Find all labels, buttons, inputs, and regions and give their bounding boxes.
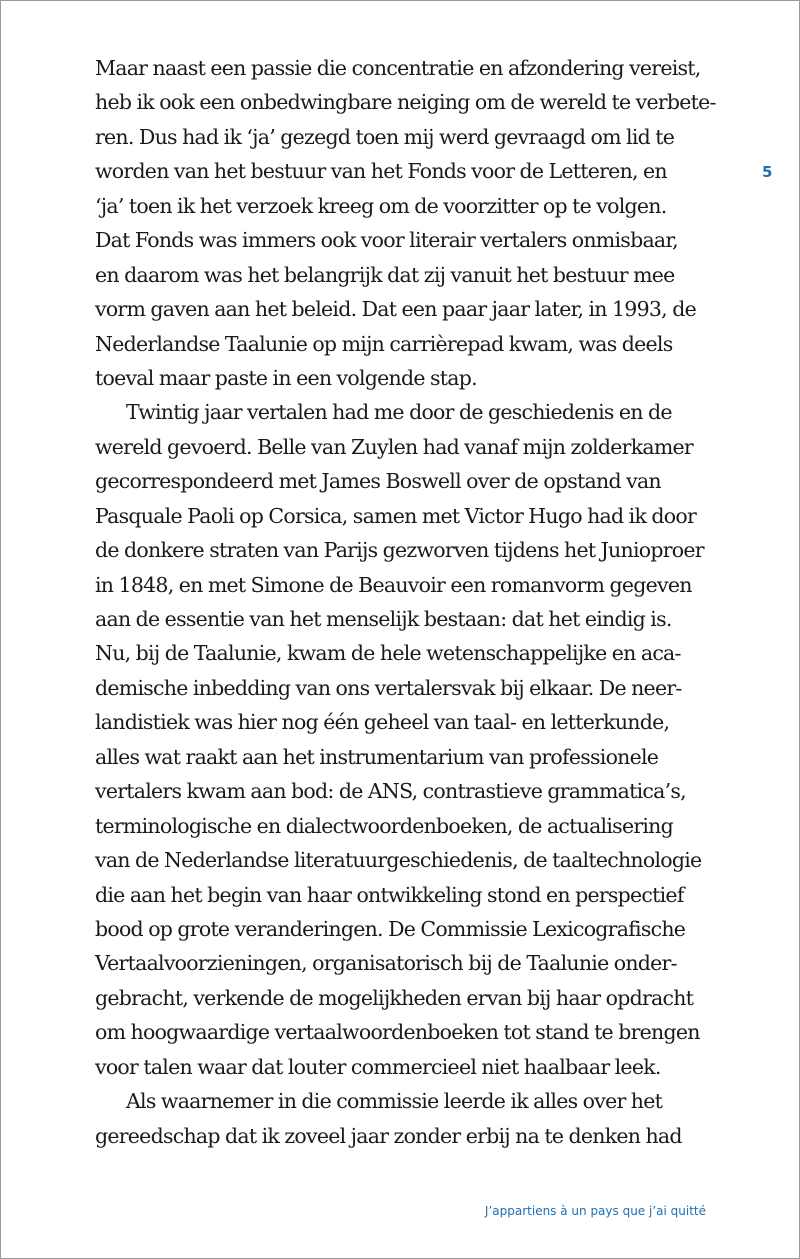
text-line: en daarom was het belangrijk dat zij vanuit het bestuur mee <box>95 262 675 287</box>
text-line: om hoogwaardige vertaalwoordenboeken tot stand te brengen <box>95 1020 700 1045</box>
text-line: alles wat raakt aan het instrumentarium van professionele <box>95 744 659 769</box>
text-line: voor talen waar dat louter commercieel niet haalbaar leek. <box>95 1054 661 1079</box>
text-line: van de Nederlandse literatuurgeschiedenis, de taaltechnologie <box>95 848 702 873</box>
text-line: landistiek was hier nog één geheel van taal- en letterkunde, <box>95 710 670 735</box>
text-line: vertalers kwam aan bod: de ANS, contrastieve grammatica’s, <box>95 779 686 804</box>
text-line: gecorrespondeerd met James Boswell over de opstand van <box>95 469 661 494</box>
text-line: de donkere straten van Parijs gezworven tijdens het Junioproer <box>95 538 704 563</box>
text-line: worden van het bestuur van het Fonds voor de Letteren, en <box>95 159 667 184</box>
text-line: aan de essentie van het menselijk bestaan: dat het eindig is. <box>95 607 672 631</box>
paragraph-first-line: Twintig jaar vertalen had me door de geschiedenis en de <box>126 400 672 425</box>
text-line: gebracht, verkende de mogelijkheden ervan bij haar opdracht <box>95 985 694 1010</box>
running-footer-title: J’appartiens à un pays que j’ai quitté <box>484 1204 706 1218</box>
text-line: toeval maar paste in een volgende stap. <box>95 365 477 390</box>
body-text <box>95 51 715 1153</box>
text-line: Nederlandse Taalunie op mijn carrièrepad kwam, was deels <box>95 331 673 356</box>
text-line: Nu, bij de Taalunie, kwam de hele wetenschappelijke en aca- <box>95 641 681 666</box>
text-line: wereld gevoerd. Belle van Zuylen had vanaf mijn zolderkamer <box>95 434 693 459</box>
text-line: Vertaalvoorzieningen, organisatorisch bij de Taalunie onder- <box>95 951 677 976</box>
text-line: bood op grote veranderingen. De Commissie Lexicografische <box>95 916 686 941</box>
text-line: demische inbedding van ons vertalersvak bij elkaar. De neer- <box>95 675 682 700</box>
text-line: vorm gaven aan het beleid. Dat een paar jaar later, in 1993, de <box>95 297 696 322</box>
text-line: Pasquale Paoli op Corsica, samen met Victor Hugo had ik door <box>95 503 697 528</box>
text-line: die aan het begin van haar ontwikkeling stond en perspectief <box>95 882 684 907</box>
text-line: Maar naast een passie die concentratie en afzondering vereist, <box>95 56 701 80</box>
text-line: in 1848, en met Simone de Beauvoir een romanvorm gegeven <box>95 572 692 597</box>
text-line: heb ik ook een onbedwingbare neiging om de wereld te verbete- <box>95 90 716 115</box>
text-line: terminologische en dialectwoordenboeken, de actualisering <box>95 813 674 838</box>
text-line: Dat Fonds was immers ook voor literair vertalers onmisbaar, <box>95 228 678 253</box>
text-line: gereedschap dat ik zoveel jaar zonder erbij na te denken had <box>95 1123 682 1148</box>
text-line: ren. Dus had ik ‘ja’ gezegd toen mij werd gevraagd om lid te <box>95 124 675 149</box>
text-line: ‘ja’ toen ik het verzoek kreeg om de voorzitter op te volgen. <box>95 193 667 218</box>
page-number: 5 <box>762 163 773 181</box>
paragraph-first-line: Als waarnemer in die commissie leerde ik alles over het <box>126 1089 663 1114</box>
